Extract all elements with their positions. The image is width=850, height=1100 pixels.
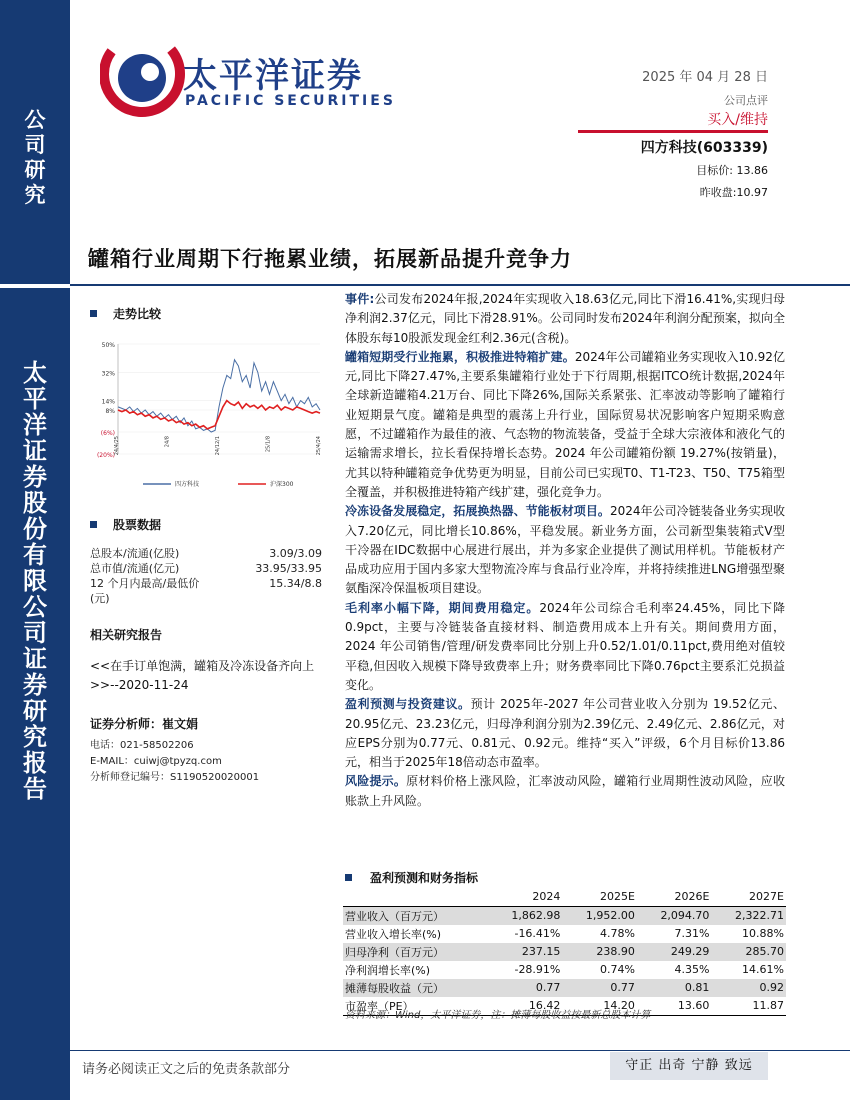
- report-title: 罐箱行业周期下行拖累业绩，拓展新品提升竞争力: [88, 247, 572, 271]
- prev-close: 昨收盘:10.97: [699, 186, 768, 199]
- y-tick-label: (6%): [100, 430, 115, 437]
- body-paragraph: 毛利率小幅下降，期间费用稳定。2024年公司综合毛利率24.45%，同比下降0.9pct，主要与冷链装备直接材料、制造费用成本上升有关。期间费用方面，2024 年公司销售/管理/研发费率同比分别上升0.52/1.01/0.11pct,费用绝对值较平稳,但因收入规模下降导致费率上升；财务费率同比下降0.76pct主要系汇兑损益变化。: [345, 600, 785, 692]
- stock-data-table: [90, 546, 322, 606]
- table-row: 市盈率（PE） 16.42 14.20 13.60 11.87: [343, 997, 786, 1016]
- legend-label: 沪深300: [270, 481, 294, 488]
- body-paragraph: 冷冻设备发展稳定，拓展换热器、节能板材项目。2024年公司冷链装备业务实现收入7.20亿元，同比增长10.86%，平稳发展。新业务方面，公司新型集装箱式V型干冷器在IDC数据中心展进行展出，并为多家企业提供了测试用样机。节能板材产品成功应用于国内多家大型物流冷库与食品行业冷库，并将持续推进LNG增强型聚氨酯深冷保温板项目建设。: [345, 504, 785, 596]
- sidebar-top-label: 公司研究: [24, 108, 46, 207]
- logo-cn-text: 太平洋证券: [183, 56, 363, 96]
- body-paragraph: 风险提示。原材料价格上涨风险，汇率波动风险，罐箱行业周期性波动风险，应收账款上升风险。: [345, 774, 785, 808]
- x-tick-label: 24/8: [164, 436, 171, 448]
- related-report-link[interactable]: <<在手订单饱满，罐箱及冷冻设备齐向上>>--2020-11-24: [90, 659, 315, 692]
- report-body: [345, 290, 785, 811]
- sidebar: [0, 0, 70, 1100]
- x-tick-label: 24/12/1: [215, 436, 221, 456]
- sidebar-divider: [0, 284, 70, 288]
- stock-data-heading: 股票数据: [90, 516, 161, 533]
- table-row: 摊薄每股收益（元） 0.77 0.77 0.81 0.92: [343, 979, 786, 997]
- report-type: 公司点评: [724, 94, 768, 107]
- stock-row: 12 个月内最高/最低价 15.34/8.8: [90, 577, 322, 590]
- trend-chart: [88, 334, 333, 499]
- stock-row: 总股本/流通(亿股) 3.09/3.09: [90, 547, 322, 560]
- financials-heading: 盈利预测和财务指标: [345, 869, 478, 886]
- financials-table: [343, 888, 786, 1016]
- report-date: 2025 年 04 月 28 日: [642, 70, 768, 85]
- analyst-email[interactable]: E-MAIL：cuiwj@tpyzq.com: [90, 756, 222, 767]
- y-tick-label: 32%: [101, 370, 115, 378]
- y-tick-label: 50%: [101, 342, 115, 349]
- body-paragraph: 罐箱短期受行业拖累，积极推进特箱扩建。2024年公司罐箱业务实现收入10.92亿元,同比下降27.47%,主要系集罐箱行业处于下行周期,根据ITCO统计数据,2024年全球新造罐箱4.21万台、同比下降26%,国际关系紧张、汇率波动等影响了罐箱行业短期景气度。罐箱是典型的震荡上升行业，国际贸易状况影响客户短期采购意愿，不过罐箱作为最佳的液、气态物的物流装备，受益于全球大宗液体和液化气的运输需求增长，拉长看保持增长态势。2024 年公司罐箱份额 19.27%(按销量)，尤其以特种罐箱竞争优势更为明显，目前公司已实现T0、T1-T23、T50、T75箱型全覆盖，并积极推进特箱产线扩建，强化竞争力。: [345, 349, 785, 499]
- square-bullet-icon: [90, 310, 97, 317]
- company-name: 四方科技(603339): [640, 140, 768, 156]
- rating-rule: [578, 130, 768, 133]
- footer-motto: 守正 出奇 宁静 致远: [610, 1052, 768, 1080]
- footer-disclaimer: 请务必阅读正文之后的免责条款部分: [82, 1062, 291, 1077]
- target-price: 目标价: 13.86: [696, 164, 768, 177]
- x-tick-label: 24/4/25: [114, 436, 120, 456]
- square-bullet-icon: [345, 874, 352, 881]
- analyst-heading: 证券分析师：崔文娟: [90, 717, 199, 731]
- table-row: 归母净利（百万元） 237.15 238.90 249.29 285.70: [343, 943, 786, 961]
- stock-row: (元): [90, 592, 110, 605]
- stock-row: 总市值/流通(亿元) 33.95/33.95: [90, 562, 322, 575]
- table-row: 营业收入增长率(%) -16.41% 4.78% 7.31% 10.88%: [345, 927, 784, 941]
- title-rule: [70, 284, 850, 286]
- y-tick-label: (20%): [96, 452, 115, 459]
- footer-rule: [70, 1050, 850, 1051]
- rating: 买入/维持: [707, 112, 768, 128]
- y-tick-label: 8%: [105, 408, 115, 415]
- legend-label: 四方科技: [175, 481, 200, 488]
- body-paragraph: 事件:公司发布2024年报,2024年实现收入18.63亿元,同比下滑16.41%,实现归母净利润2.37亿元，同比下滑28.91%。公司同时发布2024年利润分配预案，拟向全体股东每10股派发现金红利2.36元(含税)。: [345, 292, 785, 345]
- analyst-cert: 分析师登记编号：S1190520020001: [90, 772, 260, 783]
- series-line-0: [118, 360, 320, 432]
- body-paragraph: 盈利预测与投资建议。预计 2025年-2027 年公司营业收入分别为 19.52亿元、20.95亿元、23.23亿元，归母净利润分别为2.39亿元、2.49亿元、2.86亿元，对应EPS分别为0.77元、0.81元、0.92元。维持“买入”评级，6个月目标价13.86元，相当于2025年18倍动态市盈率。: [345, 697, 785, 770]
- square-bullet-icon: [90, 521, 97, 528]
- trend-heading: 走势比较: [90, 305, 161, 322]
- table-source-note: 资料来源：Wind，太平洋证券，注：摊薄每股收益按最新总股本计算: [345, 1010, 651, 1021]
- related-heading: 相关研究报告: [90, 628, 163, 642]
- table-row: 营业收入（百万元） 1,862.98 1,952.00 2,094.70 2,322.71: [343, 906, 786, 925]
- analyst-phone: 电话：021-58502206: [90, 740, 194, 751]
- logo-en-text: PACIFIC SECURITIES: [185, 93, 396, 109]
- sidebar-bottom-label: 太平洋证券股份有限公司证券研究报告: [23, 359, 47, 803]
- y-tick-label: 14%: [101, 398, 115, 406]
- x-tick-label: 25/4/24: [316, 436, 322, 456]
- table-header-row: 2024 2025E 2026E 2027E: [343, 888, 786, 906]
- table-row: 净利润增长率(%) -28.91% 0.74% 4.35% 14.61%: [345, 963, 784, 977]
- x-tick-label: 25/1/8: [265, 436, 272, 453]
